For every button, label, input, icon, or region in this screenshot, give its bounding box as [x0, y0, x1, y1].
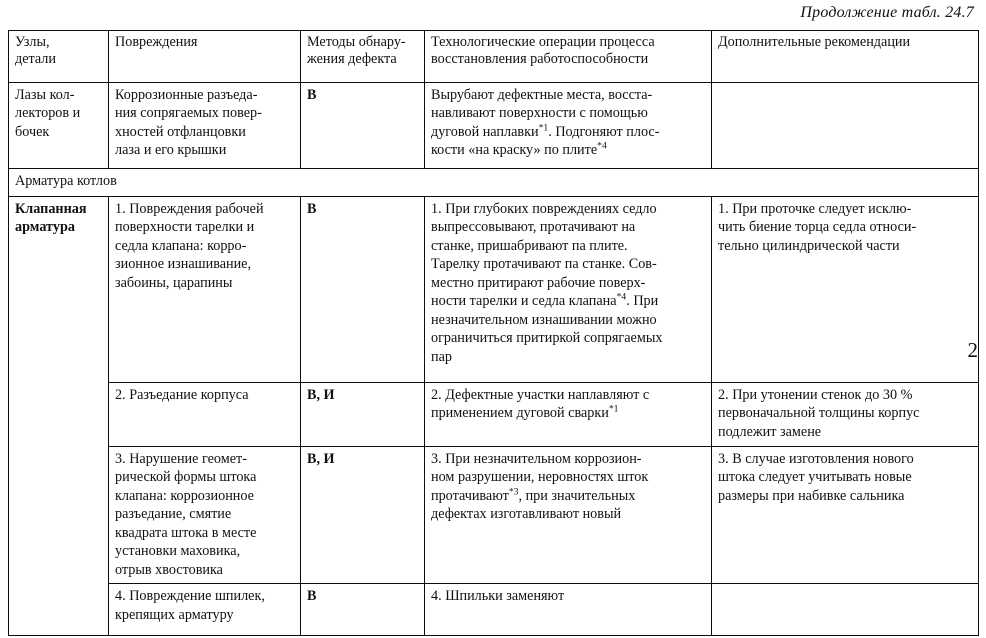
operations-footnote-2: *4	[597, 140, 607, 152]
cell-damage	[109, 584, 301, 636]
cell-node	[9, 83, 109, 169]
cell-node-text: Клапанная арматура	[15, 201, 87, 236]
operations-part-1: Вырубают дефектные места, восста- навливают поверхности с помощью дуговой наплавки	[431, 87, 653, 140]
column-header-recommendations	[712, 31, 979, 83]
repair-operations-table-container	[8, 30, 978, 636]
operations-footnote-1: *1	[538, 122, 549, 134]
cell-operations-text	[431, 450, 705, 524]
cell-damage	[109, 383, 301, 447]
cell-method-text: В	[307, 201, 317, 217]
cell-operations-text	[431, 587, 705, 605]
cell-recommendations-text: 2. При утонении стенок до 30 % первоначальной толщины корпус подлежит замене	[718, 387, 920, 440]
cell-method	[301, 383, 425, 447]
cell-method-text: В, И	[307, 451, 335, 467]
operations-part-1: 3. При незначительном коррозион- ном разрушении, неровностях шток протачивают	[431, 451, 649, 504]
cell-operations	[425, 197, 712, 383]
repair-operations-table	[8, 30, 979, 636]
operations-part-2: , при значительных дефектах изготавливают новый	[431, 487, 636, 523]
cell-method	[301, 584, 425, 636]
cell-recommendations	[712, 584, 979, 636]
cell-damage	[109, 83, 301, 169]
column-header-nodes	[9, 31, 109, 83]
cell-operations	[425, 383, 712, 447]
operations-footnote-1: *3	[508, 486, 519, 498]
operations-footnote-1: *4	[616, 291, 627, 303]
table-row	[9, 197, 979, 383]
table-row	[9, 383, 979, 447]
column-header-damage	[109, 31, 301, 83]
cell-node	[9, 197, 109, 636]
cell-method-text: В, И	[307, 387, 335, 403]
cell-method	[301, 197, 425, 383]
cell-operations-text	[431, 386, 705, 423]
cell-operations-text	[431, 200, 705, 366]
column-header-detection-methods	[301, 31, 425, 83]
table-row	[9, 584, 979, 636]
column-header-operations-text: Технологические операции процесса восстановления работоспособности	[431, 34, 655, 68]
operations-part-2: . При незначительном изнашивании можно ограничиться притиркой сопрягаемых пар	[431, 293, 663, 365]
column-header-operations	[425, 31, 712, 83]
cell-method	[301, 83, 425, 169]
table-row	[9, 83, 979, 169]
cell-damage-text: 2. Разъедание корпуса	[115, 387, 249, 403]
cell-operations-text	[431, 86, 705, 160]
cell-method-text: В	[307, 87, 317, 103]
cell-damage-text: 3. Нарушение геомет- рической формы штока клапана: коррозионное разъедание, смятие квадрата штока в месте установки маховика, отрыв хвостовика	[115, 451, 257, 578]
cell-damage	[109, 447, 301, 584]
cell-node-text: Лазы кол- лекторов и бочек	[15, 87, 81, 140]
cell-recommendations	[712, 83, 979, 169]
cell-damage	[109, 197, 301, 383]
column-header-detection-methods-text: Методы обнару- жения дефекта	[307, 34, 406, 68]
cell-recommendations-text: 3. В случае изготовления нового штока следует учитывать новые размеры при набивке сальника	[718, 451, 914, 504]
cell-recommendations	[712, 447, 979, 584]
cell-operations	[425, 83, 712, 169]
cell-method-text: В	[307, 588, 317, 605]
cell-operations	[425, 447, 712, 584]
cell-damage-text: Коррозионные разъеда- ния сопрягаемых повер- хностей отфланцовки лаза и его крышки	[115, 87, 262, 159]
cell-recommendations	[712, 197, 979, 383]
operations-part-1: 4. Шпильки заменяют	[431, 588, 565, 605]
section-title-text: Арматура котлов	[15, 173, 117, 189]
column-header-recommendations-text: Дополнительные рекомендации	[718, 34, 911, 50]
cell-recommendations	[712, 383, 979, 447]
cell-damage-text: 1. Повреждения рабочей поверхности тарелки и седла клапана: корро- зионное изнашивание, забоины, царапины	[115, 201, 264, 291]
table-section-row	[9, 169, 979, 197]
cell-damage-text: 4. Повреждение шпилек, крепящих арматуру	[115, 588, 265, 623]
column-header-nodes-text: Узлы, детали	[15, 34, 56, 68]
operations-footnote-1: *1	[608, 403, 619, 415]
cell-operations	[425, 584, 712, 636]
table-body	[9, 83, 979, 636]
section-title-cell	[9, 169, 979, 197]
table-row	[9, 447, 979, 584]
table-header-row	[9, 31, 979, 83]
page-number: 2	[967, 338, 978, 362]
cell-recommendations-text: 1. При проточке следует исклю- чить биение торца седла относи- тельно цилиндрической части	[718, 201, 917, 254]
cell-method	[301, 447, 425, 584]
table-header	[9, 31, 979, 83]
operations-part-1: 2. Дефектные участки наплавляют с применением дуговой сварки	[431, 387, 650, 422]
operations-part-2: . Подгоняют плос- кости «на краску» по плите	[431, 123, 660, 159]
table-continuation-label: Продолжение табл. 24.7	[800, 4, 974, 21]
column-header-damage-text: Повреждения	[115, 34, 198, 50]
operations-part-1: 1. При глубоких повреждениях седло выпрессовывают, протачивают на станке, пришабривают па плите. Тарелку протачивают па станке. Сов- местно притирают рабочие поверх- ности тарелки и седла клапана	[431, 201, 657, 310]
